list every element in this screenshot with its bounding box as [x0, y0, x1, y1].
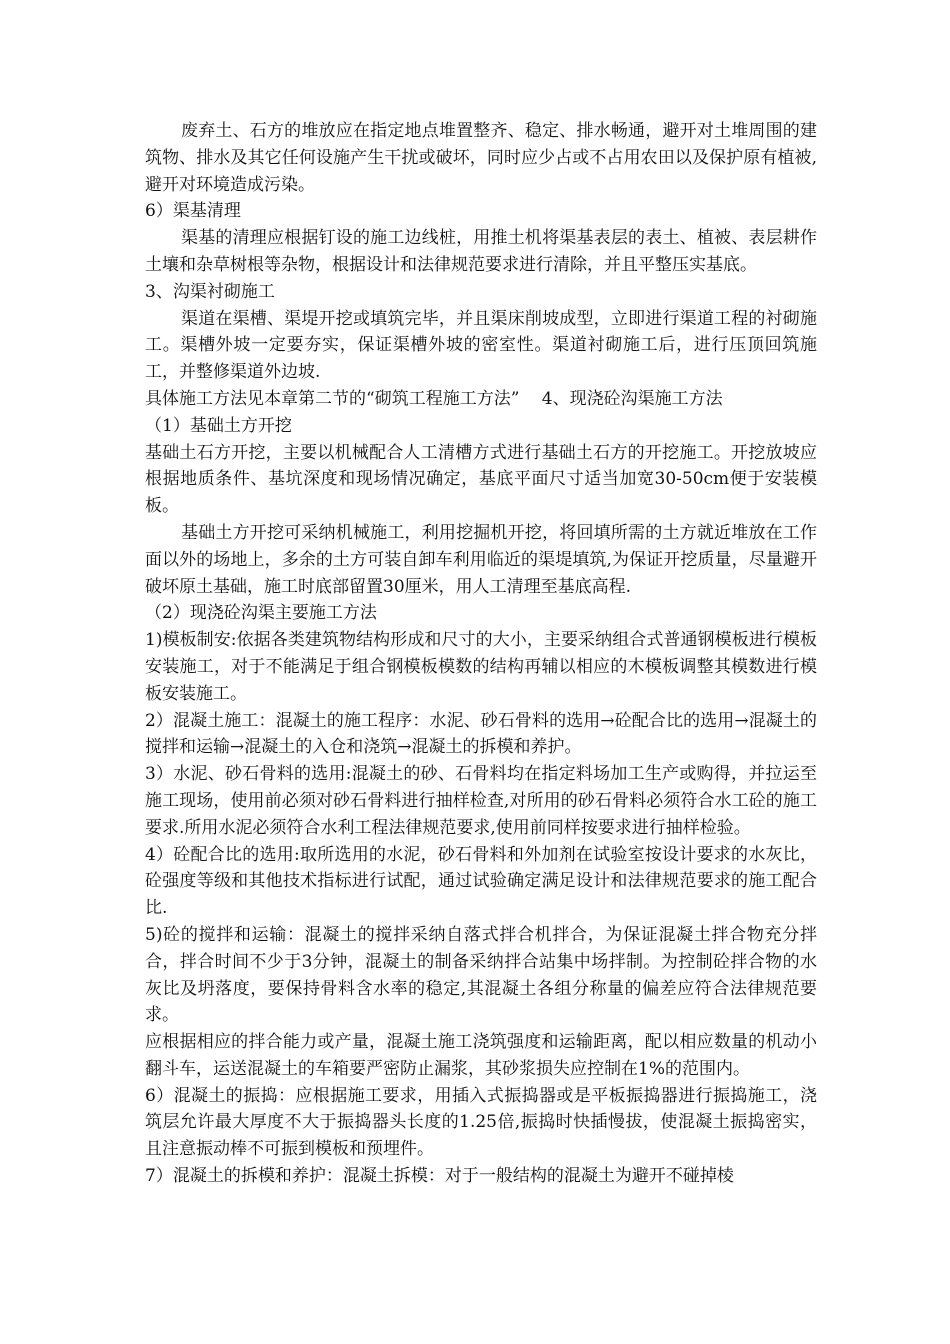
paragraph-mechanical-excavation: 基础土方开挖可采纳机械施工，利用挖掘机开挖，将回填所需的土方就近堆放在工作面以外的场地上，多余的土方可装自卸车利用临近的渠堤填筑,为保证开挖质量，尽量避开破坏原土基础，施工时底部留置30厘米，用人工清理至基底高程.	[145, 522, 817, 597]
document-body	[145, 118, 817, 1190]
paragraph-concrete-procedure: 2）混凝土施工：混凝土的施工程序：水泥、砂石骨料的选用→砼配合比的选用→混凝土的搅拌和运输→混凝土的入仓和浇筑→混凝土的拆模和养护。	[145, 710, 817, 758]
paragraph-mix-ratio: 4）砼配合比的选用:取所选用的水泥，砂石骨料和外加剂在试验室按设计要求的水灰比，砼强度等级和其他技术指标进行试配，通过试验确定满足设计和法律规范要求的施工配合比.	[145, 844, 817, 919]
paragraph-materials-selection: 3）水泥、砂石骨料的选用:混凝土的砂、石骨料均在指定料场加工生产或购得，并拉运至施工现场，使用前必须对砂石骨料进行抽样检查,对所用的砂石骨料必须符合水工砼的施工要求.所用水泥必须符合水利工程法律规范要求,使用前同样按要求进行抽样检验。	[145, 764, 817, 838]
paragraph-canal-lining: 渠道在渠槽、渠堤开挖或填筑完毕，并且渠床削坡成型，立即进行渠道工程的衬砌施工。渠槽外坡一定要夯实，保证渠槽外坡的密室性。渠道衬砌施工后，进行压顶回筑施工，并整修渠道外边坡.	[145, 308, 817, 383]
paragraph-waste-disposal: 废弃土、石方的堆放应在指定地点堆置整齐、稳定、排水畅通，避开对土堆周围的建筑物、排水及其它任何设施产生干扰或破坏，同时应少占或不占用农田以及保护原有植被,避开对环境造成污染。	[145, 121, 817, 195]
paragraph-vibration: 6）混凝土的振捣：应根据施工要求，用插入式振捣器或是平板振捣器进行振捣施工，浇筑层允许最大厚度不大于振捣器头长度的1.25倍,振捣时快插慢拔，使混凝土振捣密实，且注意振动棒不可振到模板和预埋件。	[145, 1085, 817, 1160]
heading-foundation-excavation: （1）基础土方开挖	[145, 415, 292, 436]
paragraph-canal-base-cleaning: 渠基的清理应根据钉设的施工边线桩，用推土机将渠基表层的表土、植被、表层耕作土壤和杂草树根等杂物，根据设计和法律规范要求进行清除，并且平整压实基底。	[145, 228, 817, 275]
paragraph-transport-capacity: 应根据相应的拌合能力或产量，混凝土施工浇筑强度和运输距离，配以相应数量的机动小翻斗车，运送混凝土的车箱要严密防止漏浆，其砂浆损失应控制在1%的范围内。	[145, 1032, 817, 1079]
paragraph-foundation-excavation: 基础土石方开挖，主要以机械配合人工清槽方式进行基础土石方的开挖施工。开挖放坡应根据地质条件、基坑深度和现场情况确定，基底平面尺寸适当加宽30-50cm便于安装模板。	[145, 442, 817, 517]
heading-canal-base-cleaning: 6）渠基清理	[145, 201, 241, 222]
paragraph-mixing-transport: 5)砼的搅拌和运输：混凝土的搅拌采纳自落式拌合机拌合，为保证混凝土拌合物充分拌合，拌合时间不少于3分钟，混凝土的制备采纳拌合站集中场拌制。为控制砼拌合物的水灰比及坍落度，要保持骨料含水率的稳定,其混凝土各组分称量的偏差应符合法律规范要求。	[145, 924, 817, 1026]
heading-cast-concrete-methods: （2）现浇砼沟渠主要施工方法	[145, 603, 377, 624]
heading-canal-lining: 3、沟渠衬砌施工	[145, 281, 275, 302]
paragraph-formwork-removal: 7）混凝土的拆模和养护：混凝土拆模：对于一般结构的混凝土为避开不碰掉棱	[145, 1166, 734, 1187]
paragraph-method-reference: 具体施工方法见本章第二节的“砌筑工程施工方法” 4、现浇砼沟渠施工方法	[145, 388, 723, 409]
paragraph-formwork: 1)模板制安:依据各类建筑物结构形成和尺寸的大小，主要采纳组合式普通钢模板进行模板安装施工，对于不能满足于组合钢模板模数的结构再辅以相应的木模板调整其模数进行模板安装施工。	[145, 630, 817, 704]
